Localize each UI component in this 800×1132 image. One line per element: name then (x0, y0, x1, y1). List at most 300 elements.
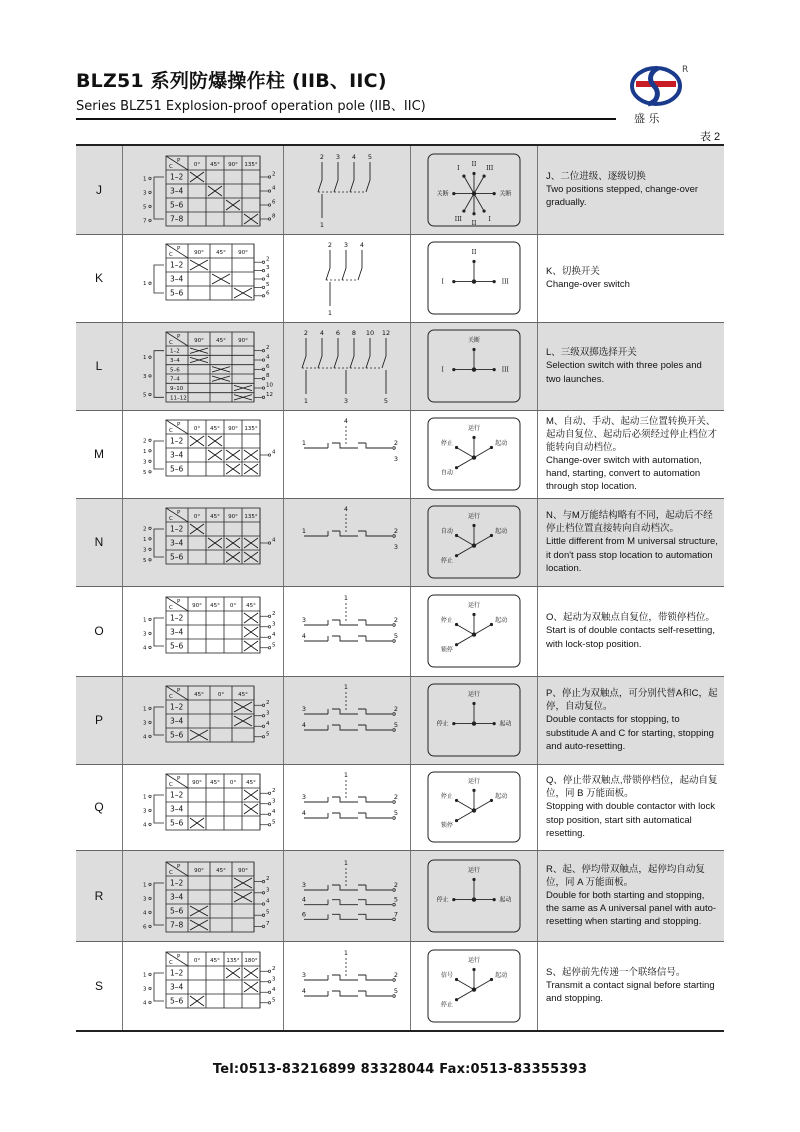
dial-position-label: 运行 (467, 956, 481, 964)
terminal-dot (268, 542, 270, 544)
dial-hub (472, 987, 476, 991)
chart-contact-label: 5–6 (170, 730, 184, 740)
chart-contact-label: 3–4 (170, 274, 184, 284)
dial-position-label: 锁停 (440, 822, 453, 830)
switching-table-cell (123, 941, 284, 1031)
terminal-dot (149, 439, 151, 441)
left-terminal-label: 1 (143, 536, 147, 543)
chart-contact-label: 5–6 (170, 464, 184, 474)
left-terminal-label: 4 (143, 734, 147, 741)
left-terminal-label: 1 (143, 281, 147, 288)
wiring-diagram (288, 768, 406, 846)
left-terminal-label: 1 (143, 617, 147, 624)
terminal-dot (268, 636, 270, 638)
wiring-bottom-label: 5 (383, 397, 389, 405)
description-zh: M、自动、手动、起动三位置转换开关、起动自复位、起动后必须经过停止档位才能转向自动档位。 (546, 415, 718, 453)
switching-table-cell (123, 586, 284, 676)
left-terminal-label: 1 (143, 176, 147, 183)
terminal-dot (149, 548, 151, 550)
description-zh: O、起动为双触点自复位，带锁停档位。 (546, 612, 715, 624)
right-terminal-label: 6 (272, 199, 276, 206)
common-bracket (154, 707, 164, 735)
chart-contact-label: 5–6 (170, 996, 184, 1006)
table-row (76, 586, 724, 676)
wiring-right-label: 5 (393, 986, 399, 995)
left-terminal-label: 1 (143, 881, 147, 888)
chart-contact-label: 1–2 (170, 613, 184, 623)
terminal-dot (262, 704, 264, 706)
chart-c-label: C (169, 340, 173, 346)
dial-position-dot (472, 702, 475, 705)
dial-position-dot (455, 819, 458, 822)
wiring-bottom-label: 3 (343, 397, 349, 405)
wiring-right-label: 2 (393, 970, 399, 979)
dial-position-dot (455, 623, 458, 626)
terminal-dot (268, 980, 270, 982)
wiring-left-label: 3 (301, 616, 307, 624)
wiring-right-label: 5 (393, 721, 399, 729)
dial-panel-cell (411, 145, 538, 234)
dial-position-spoke (457, 546, 474, 556)
chart-angle-label: 135° (244, 161, 258, 168)
terminal-dot (149, 527, 151, 529)
contact-closed-mark (244, 804, 258, 814)
chart-c-label: C (169, 428, 173, 434)
description-cell (538, 322, 725, 410)
dial-position-label: 信号 (440, 971, 453, 979)
switching-chart (128, 326, 278, 406)
dial-position-spoke (464, 176, 474, 193)
dial-position-spoke (457, 536, 474, 546)
terminal-dot (262, 269, 264, 271)
chart-angle-label: 90° (238, 250, 248, 256)
dial-position-dot (490, 623, 493, 626)
description-en: Selection switch with three poles and two launches. (546, 360, 702, 385)
contact-closed-mark (234, 395, 252, 400)
description-zh: N、与M万能结构略有不同，起动后不经停止档位置直接转向自动档次。 (546, 510, 713, 535)
chart-angle-label: 90° (238, 867, 248, 874)
right-terminal-label: 3 (272, 976, 276, 982)
switching-table-cell (123, 145, 284, 234)
dial-position-spoke (474, 193, 484, 210)
terminal-dot (149, 925, 151, 927)
type-code: L (76, 322, 123, 410)
contact-closed-mark (244, 613, 258, 623)
description-en: Double for both starting and stopping, the same as A universal panel with auto-resetting when starting and stopping. (546, 889, 717, 928)
contact-closed-mark (234, 892, 252, 902)
dial-position-label: II (471, 249, 477, 257)
dial-position-spoke (457, 625, 474, 635)
left-terminal-label: 1 (143, 355, 147, 362)
dial-hub (472, 721, 476, 725)
chart-p-label: P (177, 246, 181, 252)
chart-p-label: P (177, 510, 181, 516)
terminal-dot (393, 713, 396, 716)
contact-closed-mark (244, 464, 258, 474)
wiring-blade (358, 268, 362, 280)
right-terminal-label: 3 (266, 265, 270, 272)
dial-position-label: 锁停 (440, 646, 453, 654)
dial-position-spoke (474, 448, 491, 458)
dial-position-dot (472, 789, 475, 792)
description-cell (538, 586, 725, 676)
dial-position-label: 起动 (495, 971, 508, 979)
wiring-top-label: 2 (319, 152, 325, 161)
terminal-dot (149, 823, 151, 825)
right-terminal-label: 12 (266, 391, 273, 398)
page-subtitle: Series BLZ51 Explosion-proof operation pole (IIB、IIC) (76, 99, 426, 114)
dial-position-label: II (471, 160, 477, 168)
wiring-right-label: 2 (393, 439, 399, 447)
terminal-dot (149, 618, 151, 620)
wiring-blade (318, 356, 322, 368)
dial-position-dot (452, 898, 455, 901)
left-terminal-label: 3 (143, 808, 147, 815)
dial-position-spoke (457, 989, 474, 999)
right-terminal-label: 8 (272, 213, 276, 220)
left-terminal-label: 5 (143, 557, 147, 564)
chart-c-label: C (169, 163, 173, 170)
contact-closed-mark (226, 200, 240, 210)
dial-position-spoke (474, 176, 484, 193)
wiring-blade (302, 356, 306, 368)
chart-c-label: C (169, 516, 173, 522)
chart-p-label: P (177, 334, 181, 340)
chart-contact-label: 5–6 (170, 641, 184, 651)
wiring-diagram (288, 502, 406, 582)
wiring-left-label: 3 (301, 793, 307, 801)
wiring-diagram-cell (284, 676, 411, 764)
dial-panel (415, 680, 533, 760)
left-terminal-label: 3 (143, 720, 147, 727)
dial-position-label: 停止 (436, 720, 449, 728)
type-code: S (76, 941, 123, 1031)
common-bracket (154, 529, 164, 557)
description-cell (538, 850, 725, 941)
wiring-diagram-cell (284, 764, 411, 850)
wiring-right-label: 2 (393, 793, 399, 801)
wiring-left-label: 3 (301, 970, 307, 979)
chart-contact-label: 3–4 (170, 538, 184, 548)
dial-panel-cell (411, 498, 538, 586)
right-terminal-label: 4 (272, 537, 276, 544)
right-terminal-label: 3 (266, 710, 270, 717)
dial-hub (472, 632, 476, 636)
left-terminal-label: 5 (143, 469, 147, 476)
left-terminal-label: 5 (143, 204, 147, 211)
wiring-diagram (288, 150, 406, 230)
dial-position-dot (472, 260, 475, 263)
chart-contact-label: 3–4 (170, 804, 184, 814)
dial-position-dot (462, 209, 465, 212)
terminal-dot (268, 218, 270, 220)
terminal-dot (393, 640, 396, 643)
table-row (76, 850, 724, 941)
terminal-dot (262, 368, 264, 370)
right-terminal-label: 5 (266, 281, 270, 288)
table-row (76, 764, 724, 850)
terminal-dot (149, 356, 151, 358)
dial-position-label: III (454, 215, 462, 223)
chart-angle-label: 135° (226, 957, 240, 964)
dial-position-label: 运行 (467, 602, 481, 610)
left-terminal-label: 3 (143, 547, 147, 554)
wiring-right-label: 3 (393, 455, 399, 463)
dial-position-dot (452, 192, 455, 195)
dial-position-label: III (486, 164, 494, 172)
terminal-dot (262, 902, 264, 904)
dial-position-dot (472, 524, 475, 527)
description-en: Double contacts for stopping, to substitude A and C for starting, stopping and auto-resetting. (546, 714, 714, 752)
dial-panel (415, 768, 533, 846)
switching-chart (128, 768, 278, 846)
dial-position-dot (452, 280, 455, 283)
wiring-top-label: 1 (343, 683, 349, 691)
terminal-dot (393, 801, 396, 804)
chart-contact-label: 1–2 (170, 524, 184, 534)
chart-angle-label: 0° (229, 603, 237, 609)
dial-position-label: 关断 (499, 190, 512, 198)
dial-position-label: 关断 (436, 190, 449, 198)
contact-closed-mark (190, 348, 208, 353)
wiring-contact-line (304, 443, 392, 448)
table-row (76, 234, 724, 322)
dial-position-dot (472, 968, 475, 971)
dial-position-dot (455, 534, 458, 537)
table-row (76, 410, 724, 498)
wiring-contact-line (304, 725, 392, 730)
dial-panel-cell (411, 234, 538, 322)
description-en: Change-over switch with automation, hand, starting, convert to automation through stop location. (546, 455, 702, 493)
dial-position-dot (455, 643, 458, 646)
terminal-dot (262, 387, 264, 389)
dial-hub (472, 367, 476, 371)
terminal-dot (262, 295, 264, 297)
contact-closed-mark (190, 524, 204, 534)
dial-position-label: 运行 (467, 425, 481, 433)
left-terminal-label: 1 (143, 972, 147, 979)
wiring-top-label: 1 (343, 594, 349, 602)
wiring-diagram (288, 591, 406, 671)
terminal-dot (268, 176, 270, 178)
terminal-dot (268, 615, 270, 617)
terminal-dot (268, 970, 270, 972)
right-terminal-label: 2 (272, 965, 276, 972)
wiring-contact-line (304, 636, 392, 641)
right-terminal-label: 2 (272, 171, 276, 178)
contact-closed-mark (208, 186, 222, 196)
wiring-top-label: 5 (367, 152, 373, 161)
dial-panel (415, 150, 533, 230)
contact-closed-mark (244, 968, 258, 978)
table-number: 表 2 (700, 131, 721, 143)
left-terminal-label: 1 (143, 706, 147, 713)
dial-panel-cell (411, 322, 538, 410)
wiring-diagram-cell (284, 498, 411, 586)
wiring-contact-line (304, 991, 392, 996)
dial-position-spoke (457, 635, 474, 645)
dial-position-label: 停止 (440, 792, 453, 800)
wiring-bottom-label: 1 (303, 397, 309, 405)
terminal-dot (262, 286, 264, 288)
dial-position-dot (452, 368, 455, 371)
terminal-dot (149, 460, 151, 462)
wiring-right-label: 3 (393, 543, 399, 551)
left-terminal-label: 3 (143, 895, 147, 902)
wiring-contact-line (304, 797, 392, 802)
right-terminal-label: 10 (266, 382, 273, 389)
dial-position-dot (455, 978, 458, 981)
description-cell (538, 941, 725, 1031)
chart-angle-label: 90° (192, 603, 202, 609)
dial-position-dot (452, 722, 455, 725)
contact-closed-mark (226, 538, 240, 548)
chart-p-label: P (177, 863, 181, 870)
wiring-left-label: 6 (301, 909, 307, 918)
left-terminal-label: 1 (143, 794, 147, 801)
wiring-top-label: 1 (343, 771, 349, 779)
chart-contact-label: 3–4 (170, 982, 184, 992)
terminal-dot (268, 626, 270, 628)
wiring-contact-line (304, 914, 392, 919)
description-cell (538, 676, 725, 764)
right-terminal-label: 8 (266, 373, 270, 380)
terminal-dot (262, 925, 264, 927)
dial-position-label: 起动 (495, 792, 508, 800)
terminal-dot (268, 1001, 270, 1003)
wiring-contact-line (304, 885, 392, 890)
chart-contact-label: 3–4 (170, 186, 184, 196)
chart-angle-label: 90° (228, 161, 238, 168)
terminal-dot (262, 914, 264, 916)
right-terminal-label: 5 (272, 819, 276, 826)
chart-contact-label: 5–6 (170, 367, 180, 374)
dial-panel-cell (411, 586, 538, 676)
terminal-dot (149, 177, 151, 179)
contact-closed-mark (190, 357, 208, 362)
right-terminal-label: 4 (272, 986, 276, 993)
chart-angle-label: 0° (229, 780, 237, 786)
chart-contact-label: 9–10 (170, 385, 184, 392)
contact-closed-mark (190, 906, 208, 916)
description-cell (538, 145, 725, 234)
wiring-top-label: 3 (343, 241, 349, 249)
right-terminal-label: 4 (266, 898, 270, 904)
switching-table-cell (123, 676, 284, 764)
right-terminal-label: 5 (266, 909, 270, 916)
contact-closed-mark (244, 538, 258, 548)
right-terminal-label: 6 (266, 363, 270, 370)
contact-closed-mark (226, 552, 240, 562)
chart-p-label: P (177, 422, 181, 428)
chart-contact-label: 1–2 (170, 878, 184, 888)
chart-p-label: P (177, 599, 181, 605)
contact-closed-mark (244, 641, 258, 651)
contact-closed-mark (244, 214, 258, 224)
terminal-dot (149, 393, 151, 395)
terminal-dot (149, 282, 151, 284)
description-en: Stopping with double contactor with lock stop position, start sith automatical resetting. (546, 801, 715, 839)
dial-position-spoke (457, 811, 474, 821)
wiring-right-label: 5 (393, 809, 399, 817)
right-terminal-label: 2 (266, 345, 270, 352)
wiring-top-label: 1 (343, 948, 349, 957)
left-terminal-label: 2 (143, 438, 147, 445)
terminal-dot (393, 447, 396, 450)
wiring-left-label: 3 (301, 880, 307, 889)
wiring-top-label: 12 (381, 329, 391, 337)
right-terminal-label: 7 (266, 920, 270, 927)
chart-contact-label: 5–6 (170, 552, 184, 562)
chart-angle-label: 45° (216, 867, 226, 874)
common-bracket (154, 351, 164, 398)
switching-table-cell (123, 234, 284, 322)
contact-closed-mark (244, 552, 258, 562)
chart-contact-label: 5–6 (170, 818, 184, 828)
type-code: J (76, 145, 123, 234)
description-zh: J、二位进级、逐级切换 (546, 171, 646, 183)
right-terminal-label: 4 (266, 273, 270, 280)
dial-position-label: 停止 (440, 557, 453, 565)
dial-position-spoke (457, 448, 474, 458)
terminal-dot (268, 204, 270, 206)
right-terminal-label: 4 (266, 720, 270, 727)
wiring-left-label: 4 (301, 895, 307, 904)
terminal-dot (149, 809, 151, 811)
switching-table-cell (123, 850, 284, 941)
wiring-top-label: 2 (303, 329, 309, 337)
terminal-dot (149, 883, 151, 885)
shengle-logo (628, 62, 692, 128)
dial-position-label: 停止 (440, 439, 453, 447)
dial-position-label: 起动 (495, 616, 508, 624)
contact-closed-mark (234, 878, 252, 888)
wiring-contact-line (304, 531, 392, 536)
right-terminal-label: 2 (266, 875, 270, 882)
wiring-blade (366, 180, 370, 192)
wiring-left-label: 1 (301, 527, 307, 535)
dial-position-dot (455, 446, 458, 449)
dial-position-dot (482, 174, 485, 177)
dial-position-label: 运行 (467, 866, 481, 874)
dial-panel (415, 856, 533, 936)
dial-position-dot (490, 534, 493, 537)
description-en: Start is of double contacts self-resetting, with lock-stop position. (546, 625, 715, 650)
dial-position-label: 起动 (495, 527, 508, 535)
wiring-top-label: 10 (365, 329, 375, 337)
right-terminal-label: 4 (272, 808, 276, 815)
dial-position-label: 运行 (467, 778, 481, 786)
contact-closed-mark (208, 538, 222, 548)
switching-chart (128, 502, 278, 582)
dial-position-spoke (464, 193, 474, 210)
wiring-left-label: 4 (301, 721, 307, 729)
common-bracket (154, 177, 164, 219)
contact-closed-mark (244, 790, 258, 800)
contact-closed-mark (190, 260, 208, 270)
dial-position-label: I (457, 164, 460, 172)
type-code: R (76, 850, 123, 941)
dial-position-label: 运行 (467, 513, 481, 521)
description-cell (538, 410, 725, 498)
wiring-contact-line (304, 899, 392, 904)
dial-position-spoke (474, 625, 491, 635)
left-terminal-label: 6 (143, 923, 147, 930)
contact-closed-mark (190, 818, 204, 828)
common-bracket (154, 883, 164, 925)
terminal-dot (149, 911, 151, 913)
dial-position-label: III (501, 278, 509, 286)
